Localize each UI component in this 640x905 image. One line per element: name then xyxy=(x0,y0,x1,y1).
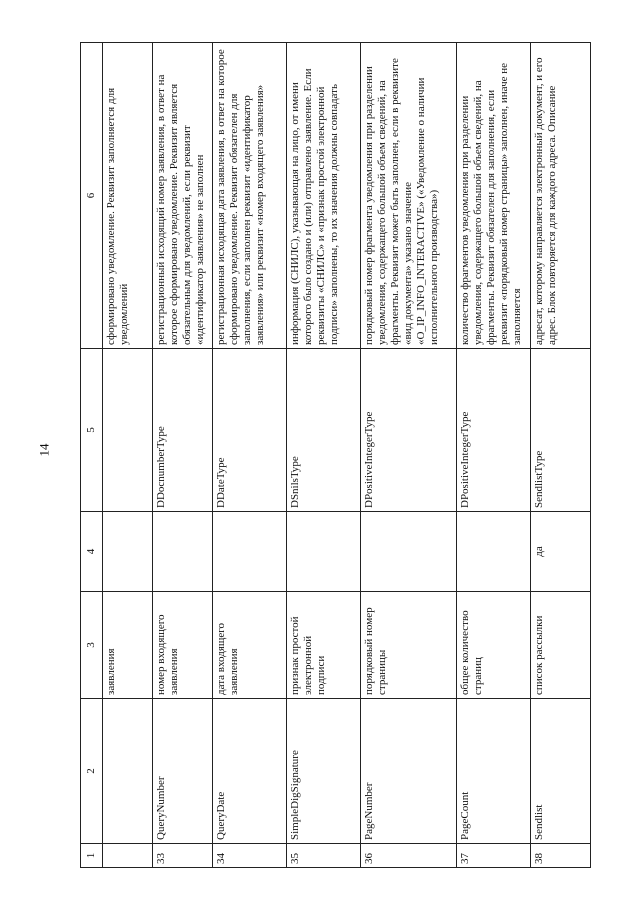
element-code: Sendlist xyxy=(531,699,591,844)
element-code: PageNumber xyxy=(361,699,457,844)
required-flag: да xyxy=(531,512,591,592)
table-row xyxy=(457,43,531,868)
table-row xyxy=(361,43,457,868)
required-flag xyxy=(153,512,213,592)
element-type: DDateType xyxy=(213,349,287,512)
required-flag xyxy=(457,512,531,592)
element-type: DSnilsType xyxy=(287,349,361,512)
element-description: регистрационная исходящая дата заявления, в ответ на которое сформировано уведомление. Реквизит обязателен для заполнения, если заполнен реквизит «идентификатор заявления» или реквизит «номер входящего заявления» xyxy=(213,43,287,349)
rotated-table-container xyxy=(80,43,558,868)
element-description: сформировано уведомление. Реквизит заполняется для уведомлений xyxy=(103,43,153,349)
row-number xyxy=(103,844,153,868)
required-flag xyxy=(103,512,153,592)
element-description: адресат, которому направляется электронный документ, и его адрес. Блок повторяется для каждого адреса. Описание xyxy=(531,43,591,349)
element-type: DPositiveIntegerType xyxy=(361,349,457,512)
row-number: 35 xyxy=(287,844,361,868)
table-row xyxy=(531,43,591,868)
row-number: 37 xyxy=(457,844,531,868)
column-header: 4 xyxy=(81,512,103,592)
element-description: информация (СНИЛС), указывающая на лицо, от имени которого было создано и (или) отправлено заявление. Если реквизиты «СНИЛС» и «признак простой электронной подписи» заполнены, то их значения должны совпадать xyxy=(287,43,361,349)
row-number: 33 xyxy=(153,844,213,868)
element-type: DPositiveIntegerType xyxy=(457,349,531,512)
column-header: 2 xyxy=(81,699,103,844)
element-code: QueryDate xyxy=(213,699,287,844)
table-header-row xyxy=(81,43,103,868)
requisites-table xyxy=(80,42,591,868)
row-number: 36 xyxy=(361,844,457,868)
column-header: 5 xyxy=(81,349,103,512)
element-description: количество фрагментов уведомления при разделении уведомления, содержащего большой объем сведений, на фрагменты. Реквизит обязателен для заполнения, если реквизит «порядковый номер страницы» заполнен, иначе не заполняется xyxy=(457,43,531,349)
element-type: SendlistType xyxy=(531,349,591,512)
element-type xyxy=(103,349,153,512)
element-name: номер входящего заявления xyxy=(153,592,213,699)
table-row xyxy=(103,43,153,868)
element-name: список рассылки xyxy=(531,592,591,699)
row-number: 38 xyxy=(531,844,591,868)
required-flag xyxy=(213,512,287,592)
element-code xyxy=(103,699,153,844)
element-name: общее количество страниц xyxy=(457,592,531,699)
element-name: признак простой электронной подписи xyxy=(287,592,361,699)
column-header: 3 xyxy=(81,592,103,699)
element-description: регистрационный исходящий номер заявления, в ответ на которое сформировано уведомление. Реквизит является обязательным для уведомлений, если реквизит «идентификатор заявления» не заполнен xyxy=(153,43,213,349)
table-row xyxy=(287,43,361,868)
element-description: порядковый номер фрагмента уведомления при разделении уведомления, содержащего большой объем сведений, на фрагменты. Реквизит может быть заполнен, если в реквизите «вид документа» указано значение «O_IP_INFO_INTERACTIVE» («Уведомление о наличии исполнительного производства») xyxy=(361,43,457,349)
element-code: QueryNumber xyxy=(153,699,213,844)
element-name: заявления xyxy=(103,592,153,699)
element-name: дата входящего заявления xyxy=(213,592,287,699)
element-name: порядковый номер страницы xyxy=(361,592,457,699)
element-code: SimpleDigSignature xyxy=(287,699,361,844)
column-header: 1 xyxy=(81,844,103,868)
element-type: DDocnumberType xyxy=(153,349,213,512)
column-header: 6 xyxy=(81,43,103,349)
element-code: PageCount xyxy=(457,699,531,844)
page-number: 14 xyxy=(36,443,52,457)
table-row xyxy=(213,43,287,868)
required-flag xyxy=(287,512,361,592)
required-flag xyxy=(361,512,457,592)
row-number: 34 xyxy=(213,844,287,868)
table-row xyxy=(153,43,213,868)
